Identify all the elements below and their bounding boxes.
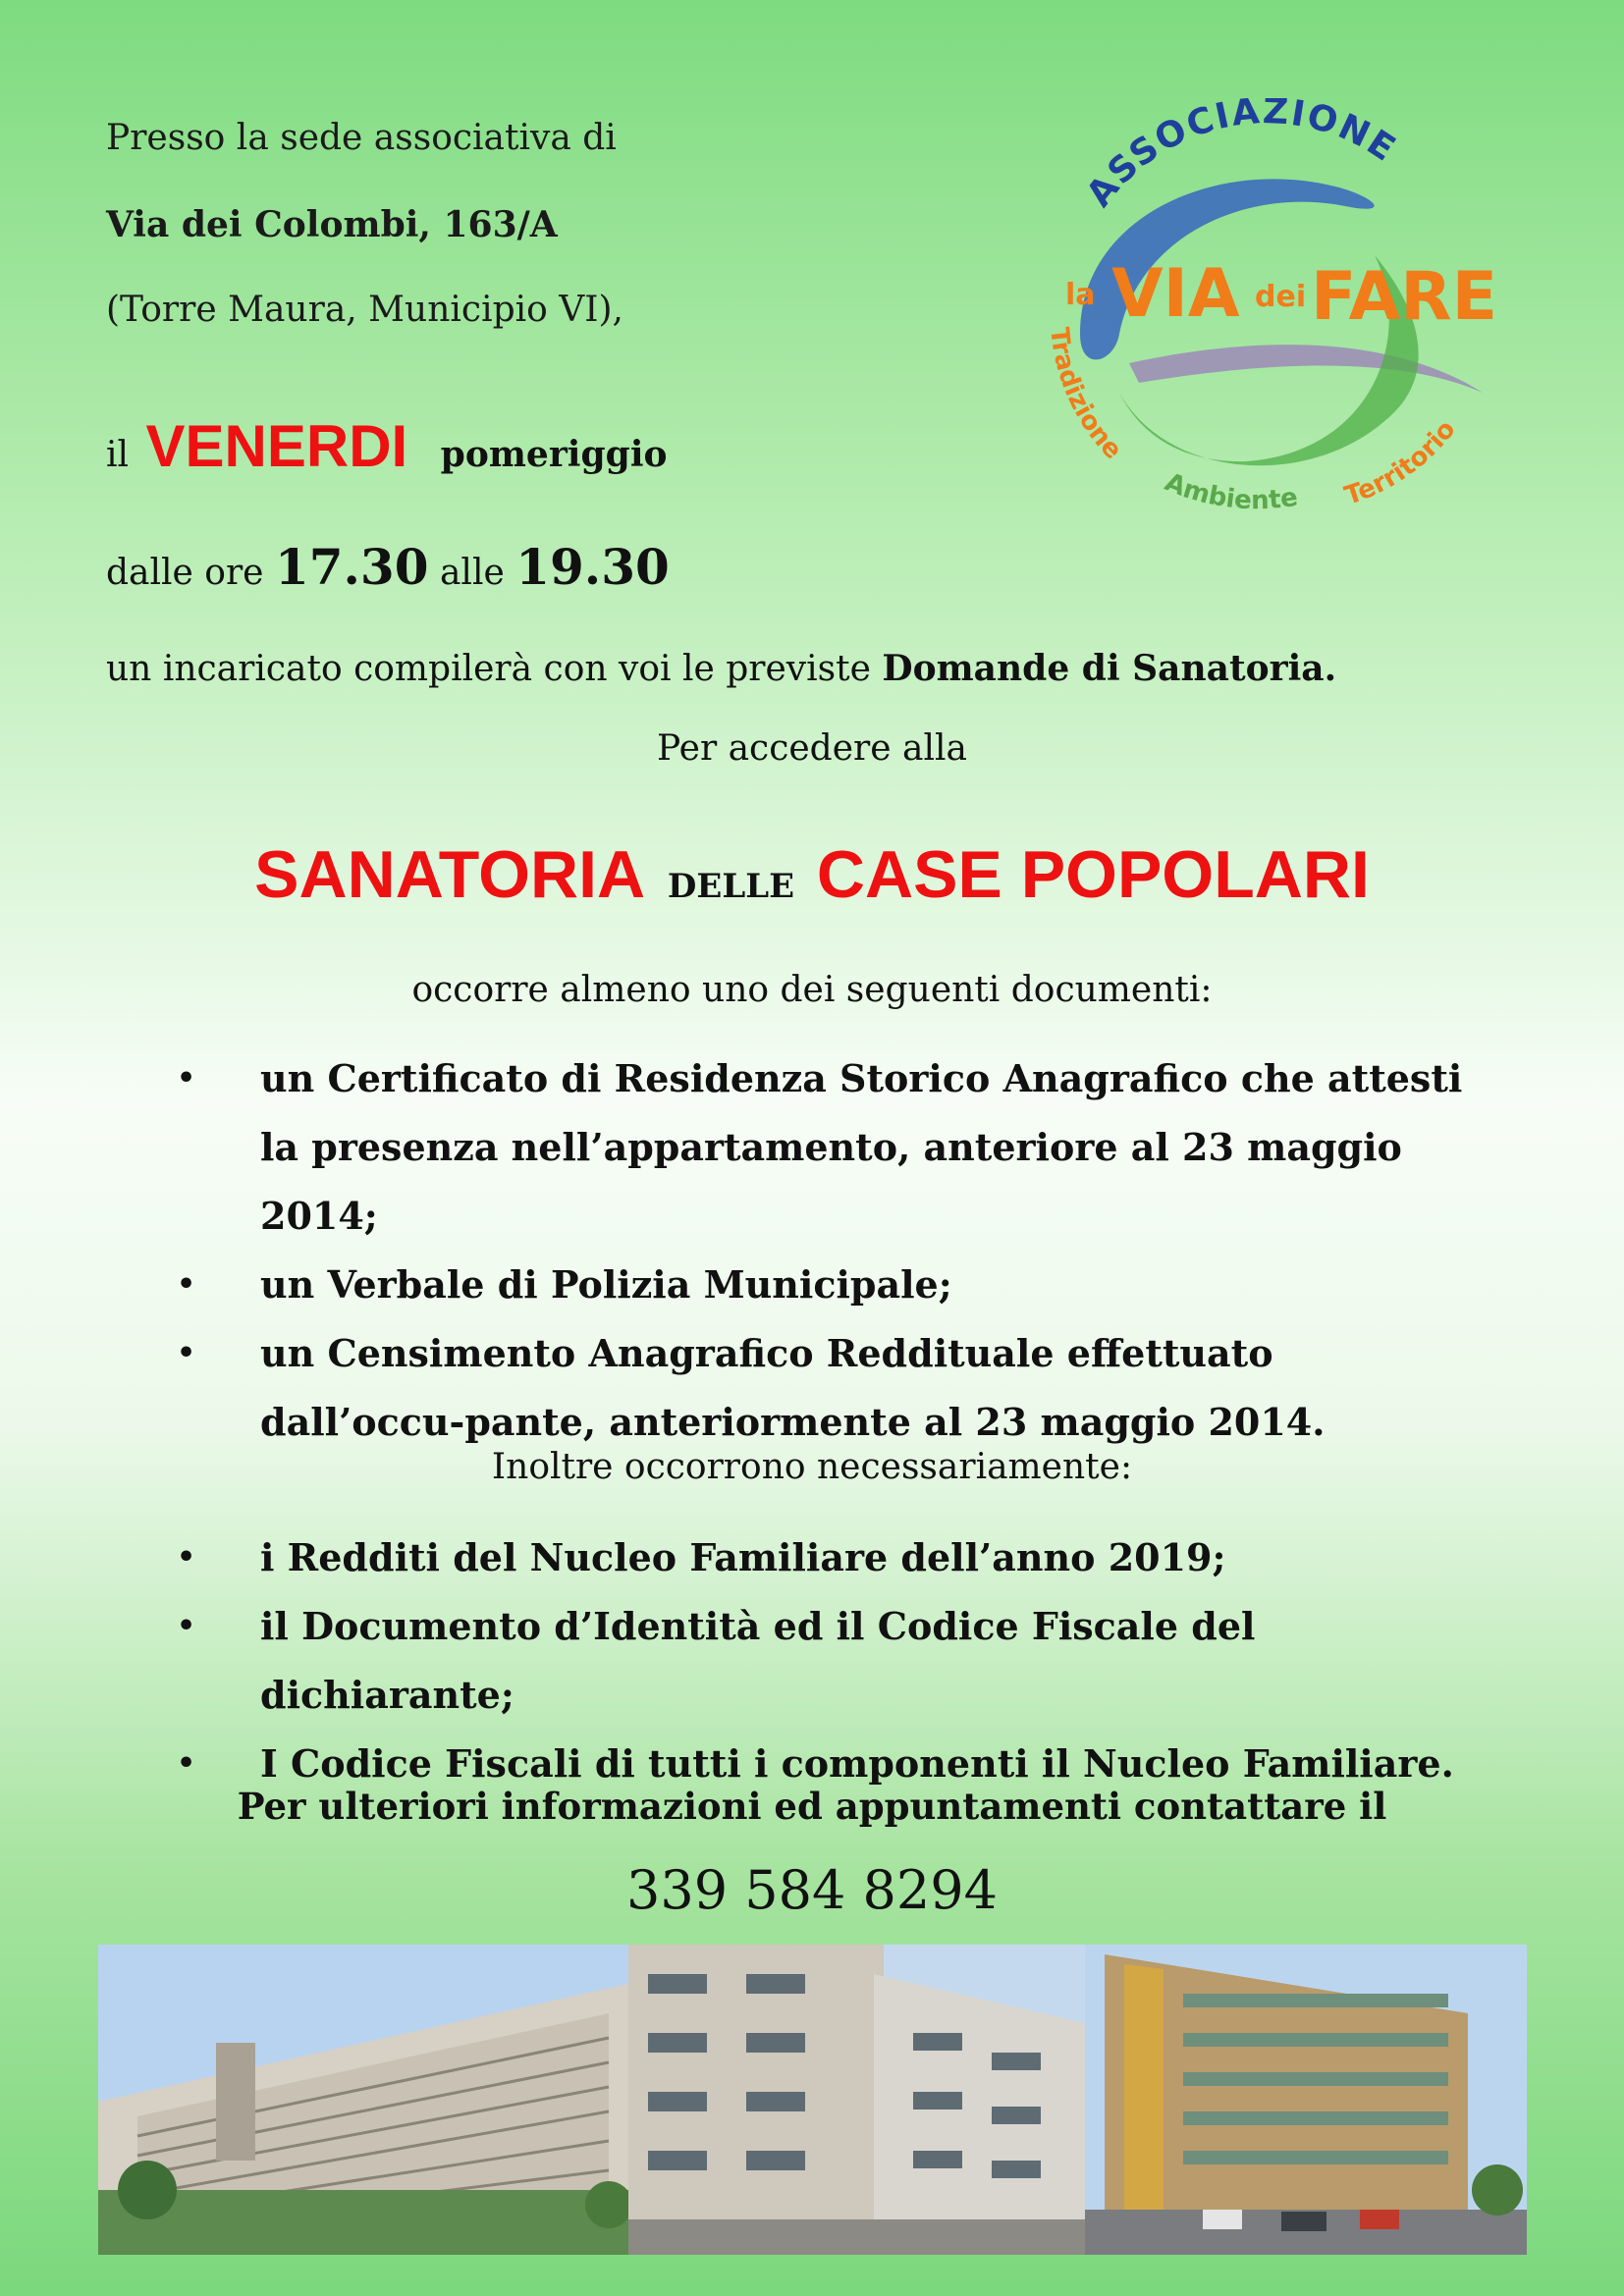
logo-word-tradizione: Tradizione [1044,326,1128,465]
day-line [106,412,668,480]
bullet-icon: • [177,1746,196,1781]
time-start: 17.30 [274,538,429,596]
list-item [177,1592,1483,1730]
logo-word-ambiente: Ambiente [1161,467,1300,516]
district-line: (Torre Maura, Municipio VI), [106,290,623,330]
incaricato-line [106,648,1336,689]
day-prefix: il [106,435,130,475]
main-title [0,836,1624,913]
access-line: Per accedere alla [657,728,967,769]
list-item-text: un Verbale di Polizia Municipale; [260,1262,952,1307]
title-connector: DELLE [667,867,795,906]
logo-word-territorio: Territorio [1341,414,1462,511]
bullet-icon: • [177,1609,196,1643]
logo-dei: dei [1255,280,1307,314]
list-item-text: I Codice Fiscali di tutti i componenti il Nucleo Familiare. [260,1741,1454,1786]
logo-via: VIA [1111,255,1240,333]
building-photo-1 [98,1945,628,2255]
contact-text: Per ulteriori informazioni ed appuntamenti contattare il [237,1785,1387,1828]
logo-top-text: ASSOCIAZIONE [1078,98,1404,215]
building-photo-3 [1085,1945,1527,2255]
required-list [177,1523,1483,1798]
list-item [177,1523,1483,1592]
bullet-icon: • [177,1540,196,1575]
list-item [177,1319,1483,1457]
list-item-text: un Censimento Anagrafico Reddituale effettuato dall’occu-pante, anteriormente al 23 maggio 2014. [260,1331,1326,1444]
title-case-popolari: CASE POPOLARI [816,837,1370,912]
association-logo [1021,98,1512,550]
list-item [177,1251,1483,1319]
address-line: Via dei Colombi, 163/A [106,204,558,245]
required-intro: Inoltre occorrono necessariamente: [491,1447,1133,1487]
documents-intro: occorre almeno uno dei seguenti documenti: [411,970,1213,1010]
building-photo-2 [628,1945,1085,2255]
list-item [177,1044,1483,1251]
incaricato-bold: Domande di Sanatoria. [882,648,1337,689]
title-sanatoria: SANATORIA [254,837,646,912]
list-item-text: i Redditi del Nucleo Familiare dell’anno 2019; [260,1535,1226,1579]
bullet-icon: • [177,1267,196,1302]
day-suffix: pomeriggio [440,434,668,475]
bullet-icon: • [177,1061,196,1095]
time-mid: alle [439,553,505,593]
purple-swirl-shape [1129,345,1483,393]
contact-phone: 339 584 8294 [626,1859,998,1921]
time-prefix: dalle ore [106,553,264,593]
logo-la: la [1065,278,1096,312]
time-line [106,538,670,596]
logo-fare: FARE [1311,258,1498,336]
list-item-text: il Documento d’Identità ed il Codice Fiscale del dichiarante; [260,1604,1256,1717]
list-item-text: un Certificato di Residenza Storico Anagrafico che attesti la presenza nell’appartamento, anteriore al 23 maggio 2014; [260,1056,1463,1238]
incaricato-text: un incaricato compilerà con voi le previste [106,649,871,689]
bullet-icon: • [177,1336,196,1370]
day-highlight: VENERDI [145,413,408,479]
time-end: 19.30 [515,538,670,596]
intro-line-1: Presso la sede associativa di [106,118,617,158]
documents-list [177,1044,1483,1457]
